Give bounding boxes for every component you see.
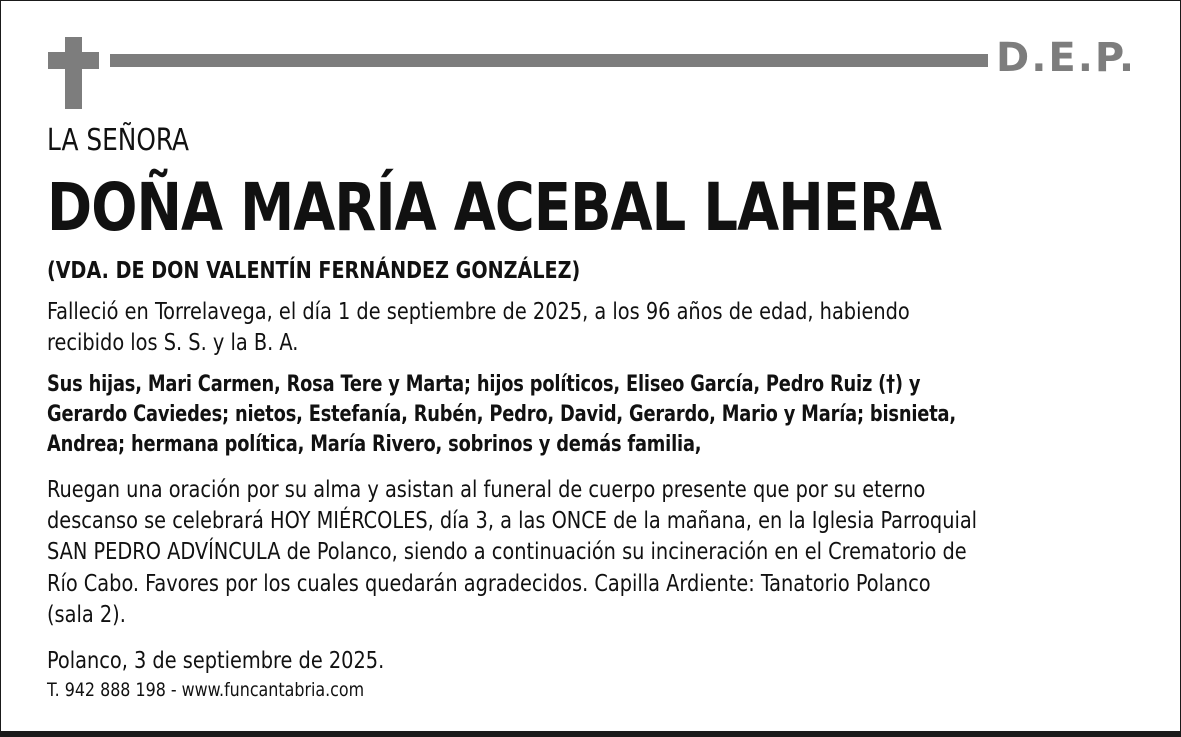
family-line: Gerardo Caviedes; nietos, Estefanía, Rubén, Pedro, David, Gerardo, Mario y María; bisnieta, [47, 401, 956, 427]
family-line: Andrea; hermana política, María Rivero, sobrinos y demás familia, [47, 431, 702, 457]
death-notice-line: Falleció en Torrelavega, el día 1 de septiembre de 2025, a los 96 años de edad, habiendo [47, 297, 910, 325]
death-notice [47, 296, 910, 358]
funeral-line: Ruegan una oración por su alma y asistan al funeral de cuerpo presente que por su eterno [47, 475, 926, 503]
intro-label: LA SEÑORA [47, 123, 190, 158]
funeral-line: (sala 2). [47, 599, 126, 628]
death-notice-line: recibido los S. S. y la B. A. [47, 328, 299, 357]
funeral-line: SAN PEDRO ADVÍNCULA de Polanco, siendo a continuación su incineración en el Crematorio de [47, 537, 967, 566]
family-list [47, 369, 956, 459]
funeral-line: Río Cabo. Favores por los cuales quedarán agradecidos. Capilla Ardiente: Tanatorio Polanco [47, 568, 931, 597]
funeral-details [47, 474, 977, 630]
family-line: Sus hijas, Mari Carmen, Rosa Tere y Marta; hijos políticos, Eliseo García, Pedro Ruiz (†) y [47, 371, 921, 397]
deceased-name: DOÑA MARÍA ACEBAL LAHERA [47, 169, 942, 246]
dep-label: D.E.P. [996, 35, 1137, 81]
funeral-line: descanso se celebrará HOY MIÉRCOLES, día 3, a las ONCE de la mañana, en la Iglesia Parroquial [47, 506, 978, 535]
header-rule [110, 54, 988, 67]
widow-of: (VDA. DE DON VALENTÍN FERNÁNDEZ GONZÁLEZ) [47, 258, 581, 284]
contact-info: T. 942 888 198 - www.funcantabria.com [47, 679, 365, 701]
place-date: Polanco, 3 de septiembre de 2025. [47, 646, 385, 674]
